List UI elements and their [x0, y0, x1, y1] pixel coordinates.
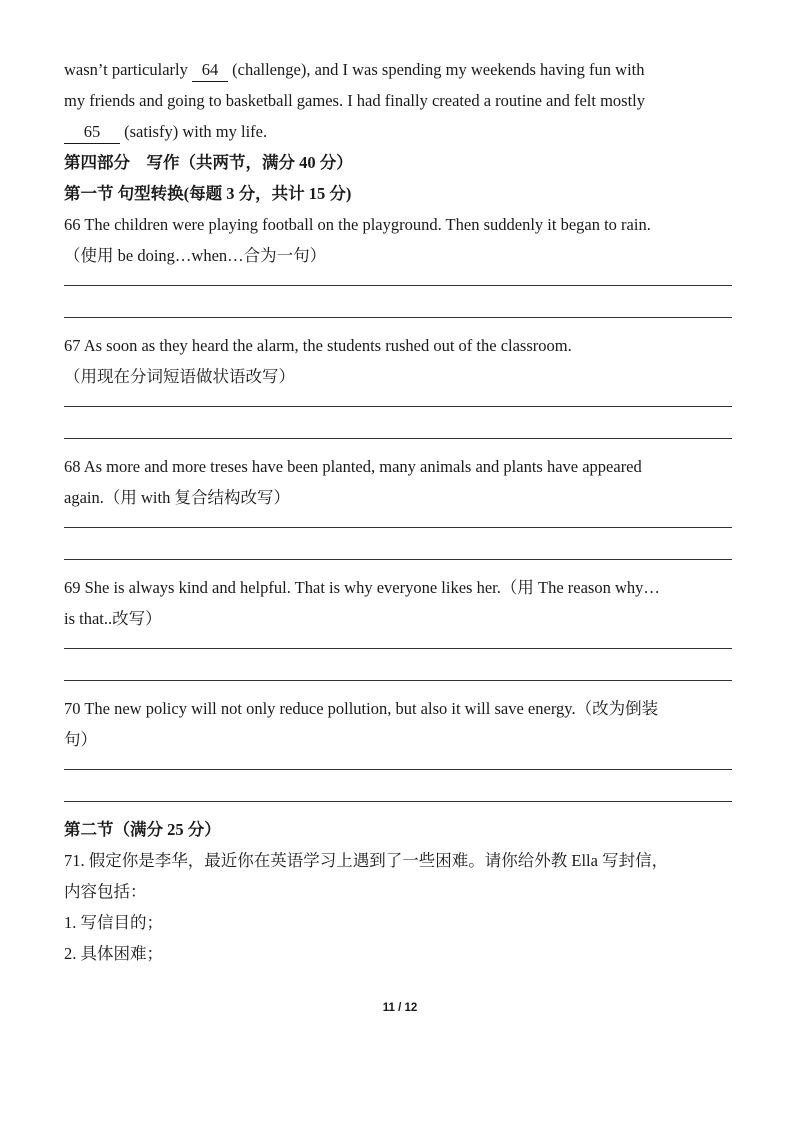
- writing-prompt: 71. 假定你是李华，最近你在英语学习上遇到了一些困难。请你给外教 Ella 写封信，: [64, 851, 669, 870]
- part-2-title: 第二节（满分 25 分）: [64, 820, 221, 839]
- question-text: 70 The new policy will not only reduce pollution, but also it will save energy.（改为倒装: [64, 699, 659, 718]
- passage-text: wasn’t particularly: [64, 60, 192, 79]
- question-text: 67 As soon as they heard the alarm, the students rushed out of the classroom.: [64, 336, 572, 355]
- answer-area[interactable]: [64, 769, 740, 802]
- passage-line-2: my friends and going to basketball games. I had finally created a routine and felt mostly: [64, 91, 645, 110]
- question-67: [64, 330, 740, 439]
- question-instruction: （用现在分词短语做状语改写）: [64, 367, 295, 386]
- question-66: [64, 209, 740, 318]
- question-instruction: 句）: [64, 730, 97, 749]
- section-4-title: 第四部分 写作（共两节，满分 40 分）: [64, 153, 353, 172]
- answer-area[interactable]: [64, 527, 740, 560]
- answer-line[interactable]: [64, 285, 732, 286]
- question-instruction: is that..改写）: [64, 609, 162, 628]
- question-69: [64, 572, 740, 681]
- answer-line[interactable]: [64, 648, 732, 649]
- passage-line-3: [64, 116, 740, 147]
- answer-line[interactable]: [64, 769, 732, 770]
- question-68: [64, 451, 740, 560]
- answer-line[interactable]: [64, 680, 732, 681]
- question-text: 68 As more and more treses have been planted, many animals and plants have appeared: [64, 457, 642, 476]
- question-instruction: （使用 be doing…when…合为一句）: [64, 246, 327, 265]
- passage-text: (challenge), and I was spending my weekends having fun with: [228, 60, 645, 79]
- answer-line[interactable]: [64, 801, 732, 802]
- answer-line[interactable]: [64, 527, 732, 528]
- question-70: [64, 693, 740, 802]
- question-text: 69 She is always kind and helpful. That is why everyone likes her.（用 The reason why…: [64, 578, 660, 597]
- list-item: 2. 具体困难；: [64, 944, 163, 963]
- writing-prompt-continued: 内容包括：: [64, 882, 147, 901]
- answer-line[interactable]: [64, 317, 732, 318]
- list-item: 1. 写信目的；: [64, 913, 163, 932]
- part-1-title: 第一节 句型转换(每题 3 分，共计 15 分): [64, 184, 352, 203]
- answer-area[interactable]: [64, 285, 740, 318]
- passage-text: (satisfy) with my life.: [120, 122, 268, 141]
- question-instruction: again.（用 with 复合结构改写）: [64, 488, 290, 507]
- answer-area[interactable]: [64, 648, 740, 681]
- passage-line-1: [64, 54, 740, 85]
- blank-64: 64: [192, 59, 228, 82]
- blank-65: 65: [64, 121, 120, 144]
- question-text: 66 The children were playing football on the playground. Then suddenly it began to rain.: [64, 215, 651, 234]
- answer-line[interactable]: [64, 406, 732, 407]
- document-page: [64, 54, 740, 969]
- page-number: 11 / 12: [382, 1002, 418, 1014]
- answer-line[interactable]: [64, 438, 732, 439]
- answer-line[interactable]: [64, 559, 732, 560]
- answer-area[interactable]: [64, 406, 740, 439]
